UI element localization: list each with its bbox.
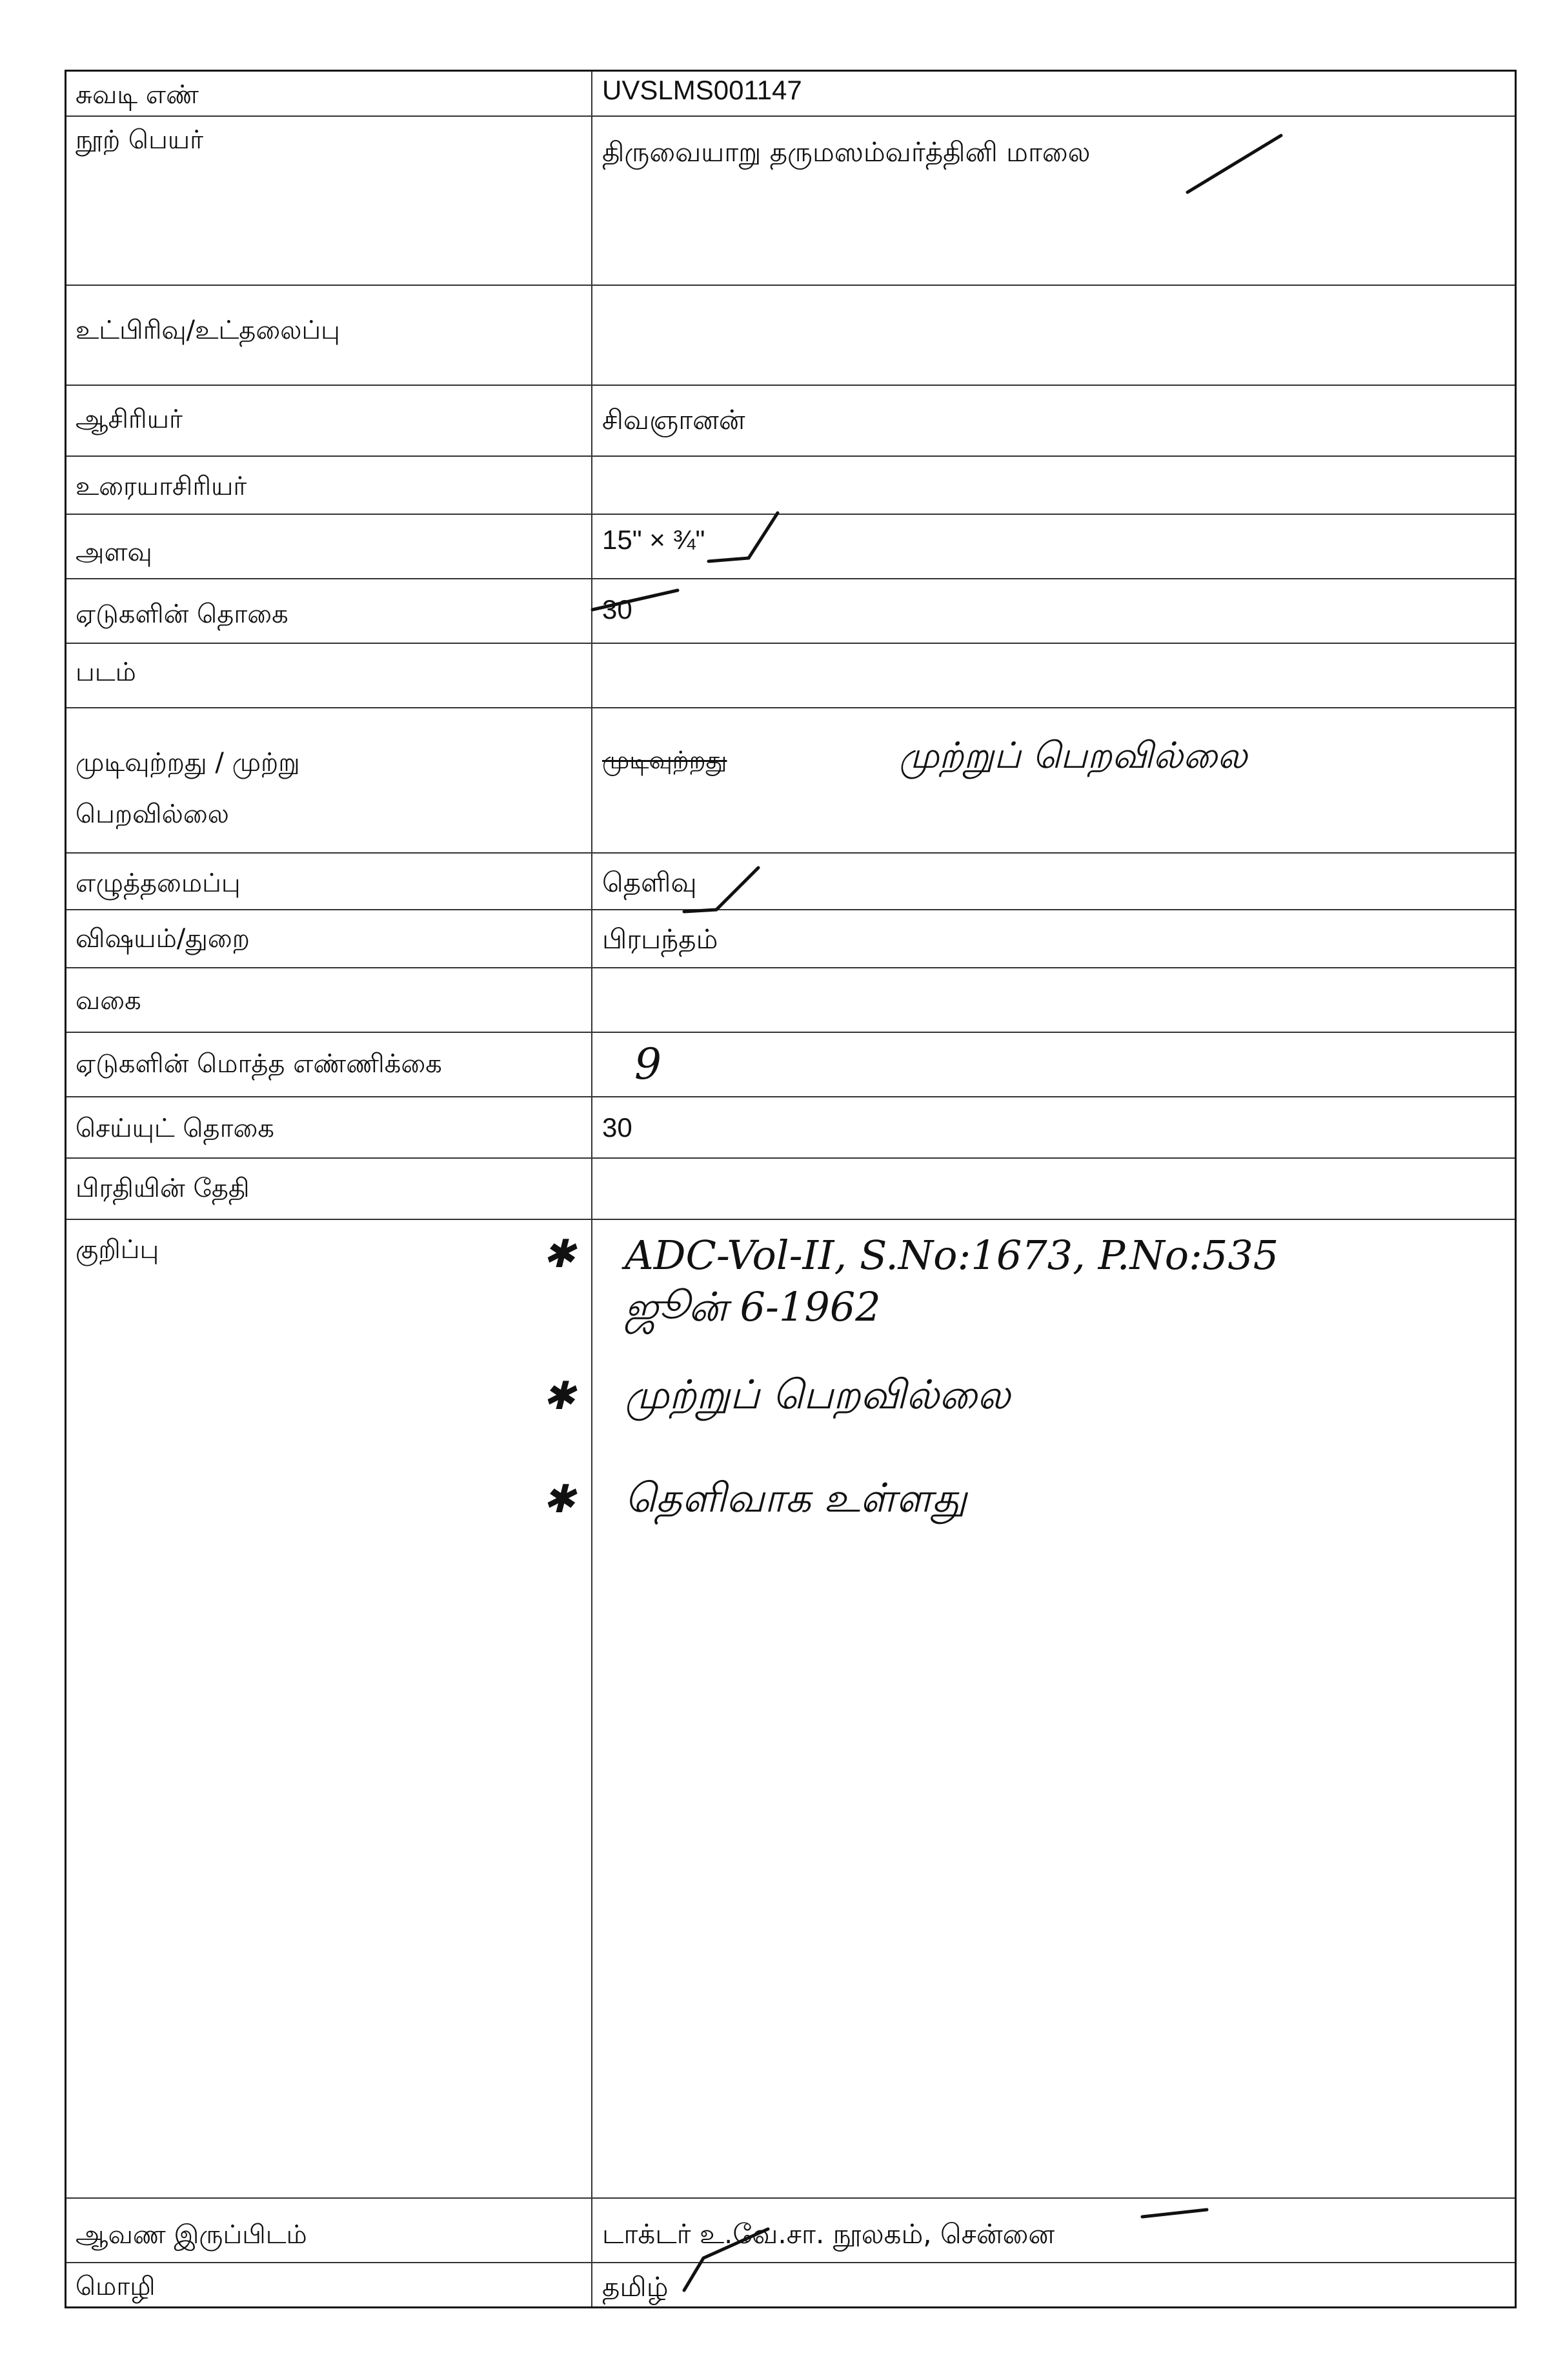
label-subject: விஷயம்/துறை [76,924,250,954]
value-manuscript-id: UVSLMS001147 [602,75,802,105]
label-completion: முடிவுற்றது / முற்று [76,748,300,777]
label-copy-date: பிரதியின் தேதி [76,1174,250,1203]
row-commentator [66,457,1515,515]
row-size [66,515,1515,579]
label-title: நூற் பெயர் [76,125,204,155]
label-size: அளவு [76,537,152,567]
row-verse-count [66,1097,1515,1159]
value-completion-handwritten: முற்றுப் பெறவில்லை [899,735,1247,777]
row-title [66,117,1515,286]
row-completion [66,708,1515,854]
value-script: தெளிவு [602,866,697,898]
value-size: 15" × ¾" [602,525,705,555]
label-manuscript-id: சுவடி எண் [76,80,199,110]
note-reference: ADC-Vol-II, S.No:1673, P.No:535 [625,1232,1279,1279]
row-illustration [66,644,1515,708]
record-form [65,70,1517,2308]
row-author [66,386,1515,457]
row-subdivision [66,286,1515,386]
row-script [66,854,1515,910]
value-completion-struck: முடிவுற்றது [602,746,727,774]
note-bullet-2: ✱ [543,1374,576,1419]
label-folio-count: ஏடுகளின் தொகை [76,599,288,629]
value-title: திருவையாறு தருமஸம்வர்த்தினி மாலை [602,136,1091,168]
row-notes [66,1220,1515,2199]
label-repository: ஆவண இருப்பிடம் [76,2220,307,2250]
row-manuscript-id [66,72,1515,117]
label-language: மொழி [76,2272,156,2301]
label-notes: குறிப்பு [76,1235,159,1265]
label-illustration: படம் [76,657,136,687]
label-author: ஆசிரியர் [76,405,183,434]
column-divider [591,72,592,2306]
row-total-folios [66,1033,1515,1097]
row-subject [66,910,1515,968]
note-bullet-1: ✱ [543,1232,576,1277]
value-subject: பிரபந்தம் [602,923,718,955]
value-total-folios: 9 [634,1039,661,1089]
label-subdivision: உட்பிரிவு/உட்தலைப்பு [76,315,340,345]
value-repository: டாக்டர் உ.வே.சா. நூலகம், சென்னை [602,2218,1055,2250]
label-commentator: உரையாசிரியர் [76,472,247,501]
label-completion-line2: பெறவில்லை [76,799,229,829]
value-folio-count: 30 [602,594,632,625]
row-folio-count [66,579,1515,644]
row-category [66,968,1515,1033]
note-legible: தெளிவாக உள்ளது [625,1474,967,1521]
row-repository [66,2199,1515,2263]
row-copy-date [66,1159,1515,1220]
label-script: எழுத்தமைப்பு [76,868,241,898]
label-total-folios: ஏடுகளின் மொத்த எண்ணிக்கை [76,1049,442,1079]
label-verse-count: செய்யுட் தொகை [76,1114,274,1143]
label-category: வகை [76,986,141,1015]
value-author: சிவஞானன் [602,404,745,435]
value-language: தமிழ் [602,2271,669,2303]
note-date: ஜூன் 6-1962 [625,1283,881,1330]
note-incomplete: முற்றுப் பெறவில்லை [625,1371,1011,1418]
value-verse-count: 30 [602,1112,632,1143]
note-bullet-3: ✱ [543,1477,576,1522]
row-language [66,2263,1515,2310]
